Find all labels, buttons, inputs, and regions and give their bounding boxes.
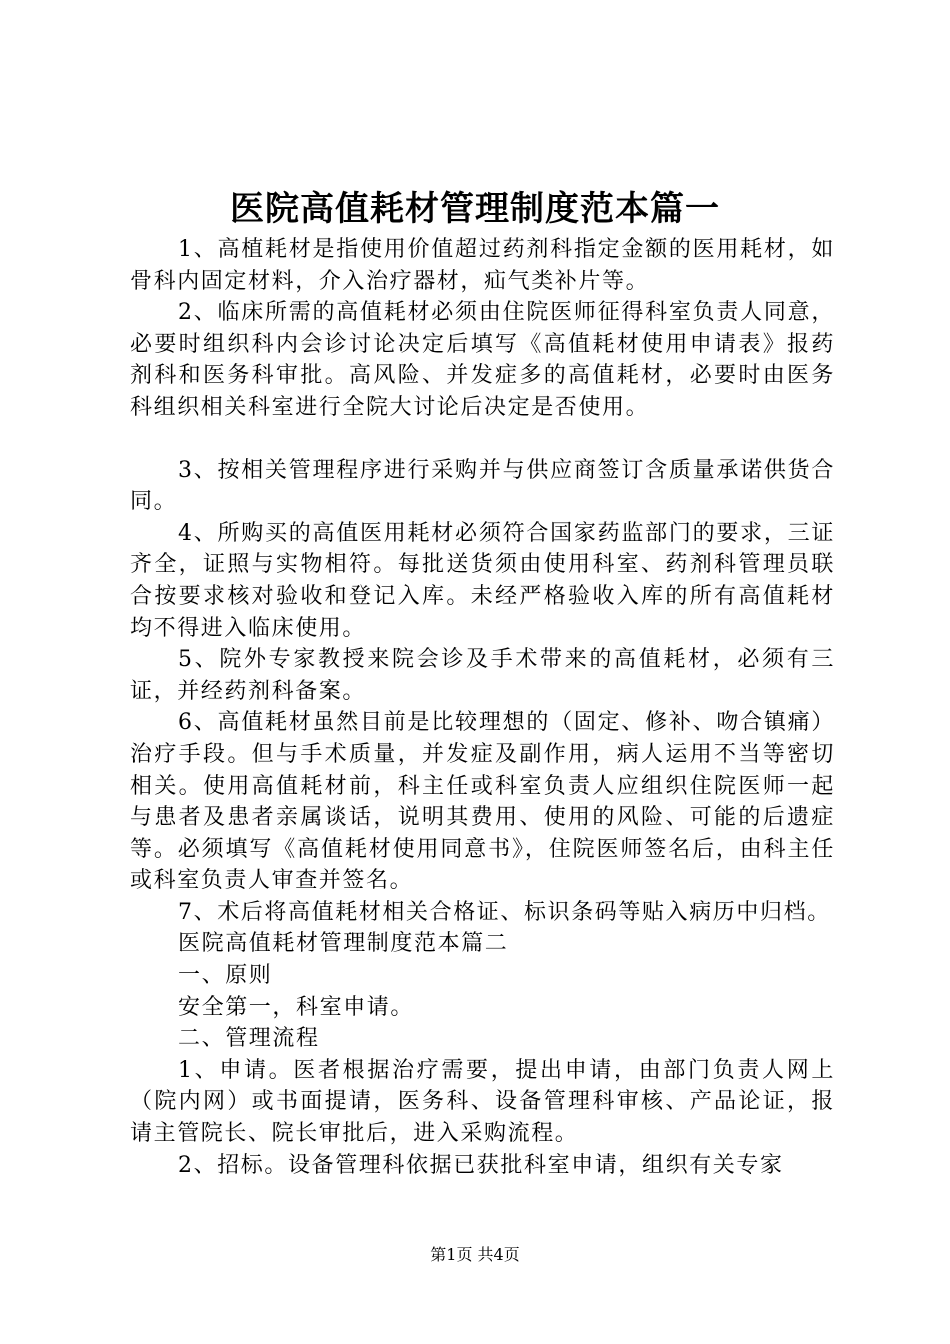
document-title: 医院高值耗材管理制度范本篇一	[230, 189, 720, 229]
paragraph: 5、院外专家教授来院会诊及手术带来的高值耗材，必须有三证，并经药剂科备案。	[130, 647, 835, 704]
paragraph: 安全第一，科室申请。	[178, 994, 415, 1020]
section-heading: 一、原则	[178, 963, 273, 989]
paragraph: 4、所购买的高值医用耗材必须符合国家药监部门的要求，三证齐全，证照与实物相符。每批送货须由使用科室、药剂科管理员联合按要求核对验收和登记入库。未经严格验收入库的所有高值耗材均不得进入临床使用。	[130, 520, 835, 641]
section-heading: 医院高值耗材管理制度范本篇二	[178, 931, 509, 957]
paragraph: 3、按相关管理程序进行采购并与供应商签订含质量承诺供货合同。	[130, 457, 835, 515]
paragraph: 2、招标。设备管理科依据已获批科室申请，组织有关专家	[178, 1152, 784, 1178]
paragraph: 1、高植耗材是指使用价值超过药剂科指定金额的医用耗材，如骨科内固定材料，介入治疗器材，疝气类补片等。	[130, 237, 835, 294]
paragraph: 1、申请。医者根据治疗需要，提出申请，由部门负责人网上（院内网）或书面提请，医务科、设备管理科审核、产品论证，报请主管院长、院长审批后，进入采购流程。	[130, 1057, 835, 1147]
paragraph: 7、术后将高值耗材相关合格证、标识条码等贴入病历中归档。	[178, 899, 831, 925]
paragraph: 2、临床所需的高值耗材必须由住院医师征得科室负责人同意，必要时组织科内会诊讨论决定后填写《高值耗材使用申请表》报药剂科和医务科审批。高风险、并发症多的高值耗材，必要时由医务科组织相关科室进行全院大讨论后决定是否使用。	[130, 300, 835, 420]
paragraph: 6、高值耗材虽然目前是比较理想的（固定、修补、吻合镇痛）治疗手段。但与手术质量，并发症及副作用，病人运用不当等密切相关。使用高值耗材前，科主任或科室负责人应组织住院医师一起与患者及患者亲属谈话，说明其费用、使用的风险、可能的后遗症等。必须填写《高值耗材使用同意书》，住院医师签名后，由科主任或科室负责人审查并签名。	[130, 710, 835, 894]
document-body	[130, 234, 835, 1181]
page-footer: 第1页 共4页	[430, 1245, 520, 1264]
section-heading: 二、管理流程	[178, 1026, 320, 1052]
